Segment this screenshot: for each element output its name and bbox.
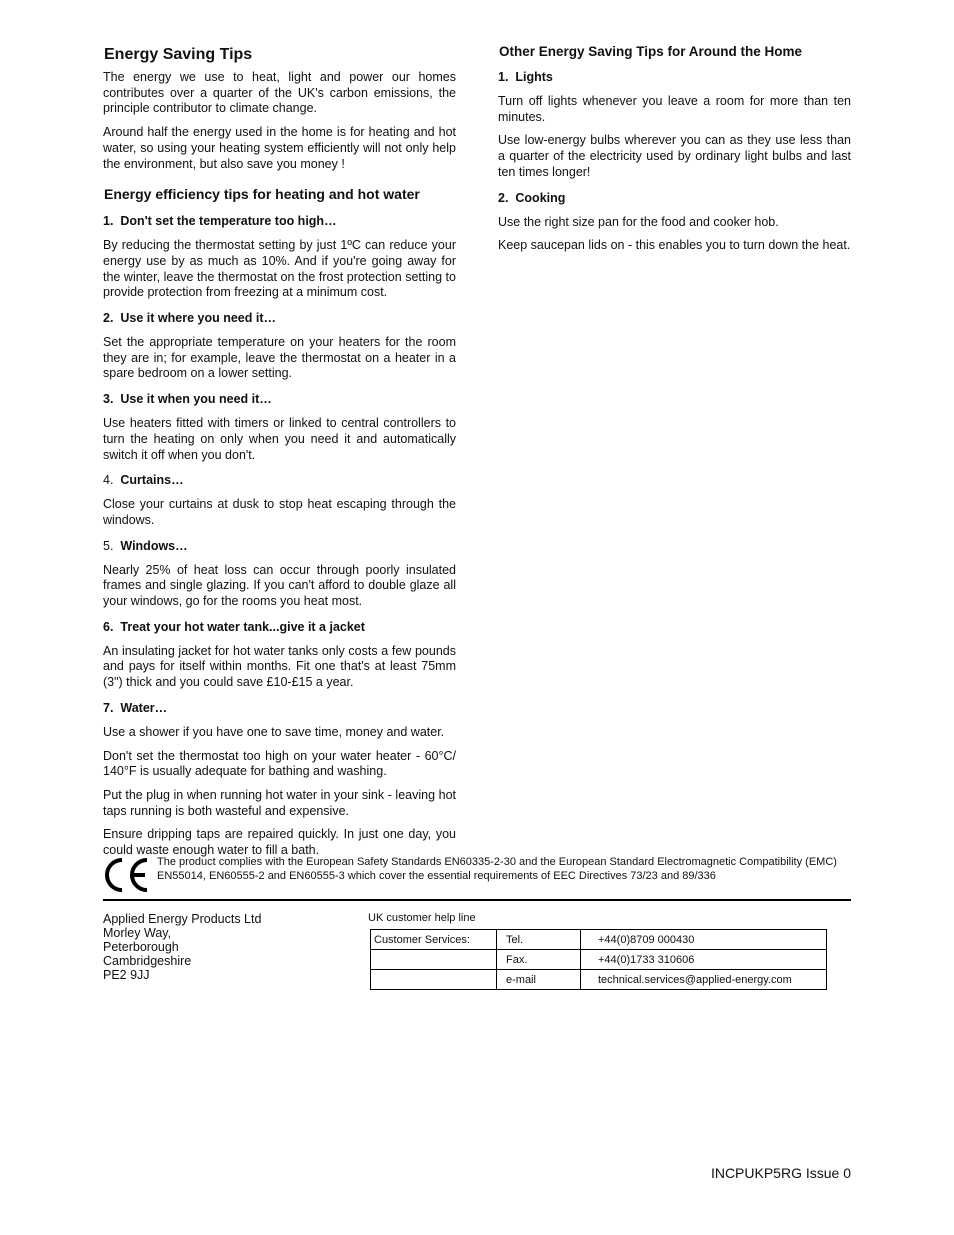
tip-heading: 1. Don't set the temperature too high… xyxy=(103,214,337,229)
tip-heading: 6. Treat your hot water tank...give it a jacket xyxy=(103,619,365,634)
section-subtitle: Energy efficiency tips for heating and hot water xyxy=(104,186,420,203)
left-column xyxy=(103,44,456,867)
table-row xyxy=(371,950,827,970)
phone-number: +44(0)8709 000430 xyxy=(581,930,827,950)
table-cell: Fax. xyxy=(497,950,581,970)
right-column xyxy=(498,44,851,262)
table-row xyxy=(371,970,827,990)
help-line-table xyxy=(370,929,827,990)
section-text: Use low-energy bulbs wherever you can as they use less than a quarter of the electricity used by ordinary light bulbs and last ten times longer! xyxy=(498,133,851,179)
section-text: Keep saucepan lids on - this enables you to turn down the heat. xyxy=(498,238,851,253)
table-cell xyxy=(371,970,497,990)
tip-heading: 5. Windows… xyxy=(103,538,188,553)
tip-text: Use a shower if you have one to save time, money and water. xyxy=(103,724,445,739)
ce-mark-icon xyxy=(103,856,151,894)
address-line: PE2 9JJ xyxy=(103,968,150,982)
page-title: Energy Saving Tips xyxy=(104,46,253,63)
tip-heading: 4. Curtains… xyxy=(103,473,184,488)
fax-number: +44(0)1733 310606 xyxy=(581,950,827,970)
document-code: INCPUKP5RG Issue 0 xyxy=(710,1165,851,1181)
section-heading: 1. Lights xyxy=(498,70,553,84)
section-text: Turn off lights whenever you leave a room for more than ten minutes. xyxy=(498,94,851,124)
table-cell: e-mail xyxy=(497,970,581,990)
tip-heading: 7. Water… xyxy=(103,700,168,715)
address-line: Applied Energy Products Ltd xyxy=(103,912,262,926)
email-address: technical.services@applied-energy.com xyxy=(581,970,827,990)
divider xyxy=(103,899,851,901)
tip-heading: 3. Use it when you need it… xyxy=(103,392,272,407)
tip-text: By reducing the thermostat setting by just 1ºC can reduce your energy use by as much as 10%. And if you're going away for the winter, leave the thermostat on the frost protection setting to provide protection from freezing at a minimum cost. xyxy=(103,238,456,300)
tip-text: Put the plug in when running hot water in your sink - leaving hot taps running is both wasteful and expensive. xyxy=(103,787,456,818)
table-cell: Customer Services: xyxy=(371,930,497,950)
tip-text: Set the appropriate temperature on your heaters for the room they are in; for example, leave the thermostat on a heater in a spare bedroom on a lower setting. xyxy=(103,335,456,381)
tip-text: Close your curtains at dusk to stop heat escaping through the windows. xyxy=(103,497,456,527)
company-address xyxy=(103,912,261,982)
table-cell xyxy=(371,950,497,970)
tip-text: Don't set the thermostat too high on your water heater - 60°C/ 140°F is usually adequate for bathing and washing. xyxy=(103,748,456,779)
tip-text: Nearly 25% of heat loss can occur through poorly insulated frames and single glazing. If you can't afford to double glaze all your windows, go for the rooms you heat most. xyxy=(103,562,456,609)
intro-paragraph: Around half the energy used in the home is for heating and hot water, so using your heating system efficiently will not only help the environment, but also save you money ! xyxy=(103,125,456,171)
intro-paragraph: The energy we use to heat, light and power our homes contributes over a quarter of the UK's carbon emissions, the principle contributor to climate change. xyxy=(103,70,456,116)
section-heading: 2. Cooking xyxy=(498,190,566,205)
ce-statement: The product complies with the European Safety Standards EN60335-2-30 and the European Standard Electromagnetic Compatibility (EMC) EN55014, EN60555-2 and EN60555-3 which cover the essential requirements of EEC Directives 73/23 and 89/336 xyxy=(157,856,837,882)
address-line: Morley Way, xyxy=(103,926,172,940)
address-line: Peterborough xyxy=(103,940,179,954)
tip-text: Use heaters fitted with timers or linked to central controllers to turn the heating on only when you need it and automatically switch it off when you don't. xyxy=(103,416,456,462)
section-text: Use the right size pan for the food and cooker hob. xyxy=(498,214,779,229)
table-row xyxy=(371,930,827,950)
tip-text: Ensure dripping taps are repaired quickly. In just one day, you could waste enough water to fill a bath. xyxy=(103,827,456,858)
address-line: Cambridgeshire xyxy=(103,954,192,968)
right-title: Other Energy Saving Tips for Around the Home xyxy=(499,44,803,59)
ce-compliance xyxy=(103,856,855,896)
tip-text: An insulating jacket for hot water tanks only costs a few pounds and pays for itself within months. Fit one that's at least 75mm (3") thick and you could save £10-£15 a year. xyxy=(103,643,456,690)
help-line-title: UK customer help line xyxy=(368,912,476,924)
tip-heading: 2. Use it where you need it… xyxy=(103,311,276,326)
table-cell: Tel. xyxy=(497,930,581,950)
